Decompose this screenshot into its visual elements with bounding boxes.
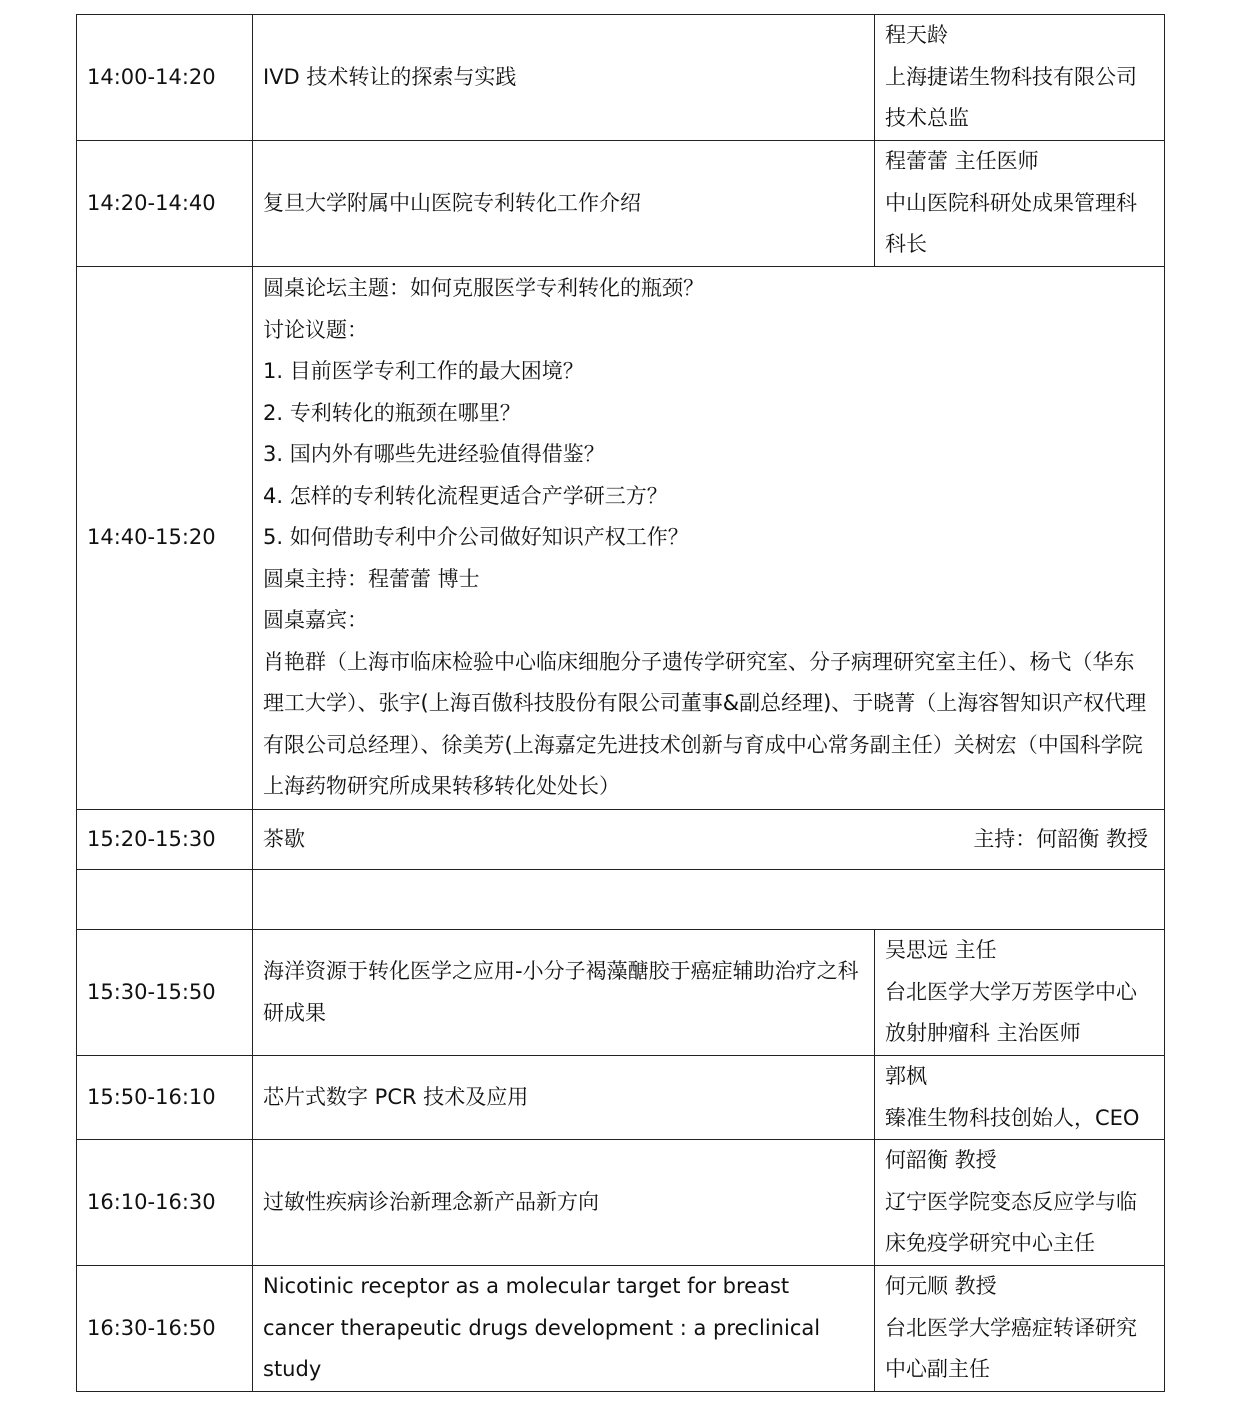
agenda-table bbox=[76, 14, 1165, 1392]
table-row bbox=[77, 930, 1165, 1056]
forum-title: 圆桌论坛主题：如何克服医学专利转化的瓶颈？ bbox=[263, 276, 704, 301]
forum-issue: 3. 国内外有哪些先进经验值得借鉴？ bbox=[263, 442, 605, 467]
speaker-cell bbox=[875, 1140, 1165, 1266]
speaker-cell bbox=[875, 1266, 1165, 1392]
speaker-name: 程蕾蕾 主任医师 bbox=[885, 149, 1039, 174]
speaker-title: 床免疫学研究中心主任 bbox=[885, 1231, 1095, 1256]
forum-guests-text: 肖艳群（上海市临床检验中心临床细胞分子遗传学研究室、分子病理研究室主任）、杨弋（华东理工大学）、张宇(上海百傲科技股份有限公司董事&副总经理)、于晓菁（上海容智知识产权代理有限公司总经理）、徐美芳(上海嘉定先进技术创新与育成中心常务副主任）关树宏（中国科学院上海药物研究所成果转移转化处处长） bbox=[263, 649, 1147, 799]
table-row bbox=[77, 1056, 1165, 1140]
table-row bbox=[77, 15, 1165, 141]
topic-cell: 芯片式数字 PCR 技术及应用 bbox=[253, 1056, 875, 1140]
speaker-title: 科长 bbox=[885, 232, 927, 257]
speaker-affiliation: 台北医学大学癌症转译研究 bbox=[885, 1315, 1137, 1340]
topic-cell: 复旦大学附属中山医院专利转化工作介绍 bbox=[253, 141, 875, 267]
time-cell: 16:10-16:30 bbox=[77, 1140, 253, 1266]
topic-cell: 过敏性疾病诊治新理念新产品新方向 bbox=[253, 1140, 875, 1266]
table-row-empty bbox=[77, 870, 1165, 930]
break-label: 茶歇 bbox=[263, 826, 305, 851]
time-cell: 15:50-16:10 bbox=[77, 1056, 253, 1140]
speaker-cell bbox=[875, 930, 1165, 1056]
speaker-name: 何韶衡 教授 bbox=[885, 1148, 997, 1173]
time-cell: 14:40-15:20 bbox=[77, 267, 253, 810]
speaker-affiliation: 辽宁医学院变态反应学与临 bbox=[885, 1189, 1137, 1214]
table-row-forum bbox=[77, 267, 1165, 810]
table-row-break bbox=[77, 810, 1165, 870]
forum-issue: 1. 目前医学专利工作的最大困境？ bbox=[263, 359, 584, 384]
table-row bbox=[77, 141, 1165, 267]
speaker-name: 吴思远 主任 bbox=[885, 938, 997, 963]
forum-guests-label: 圆桌嘉宾： bbox=[263, 608, 368, 633]
table-row bbox=[77, 1140, 1165, 1266]
topic-cell: IVD 技术转让的探索与实践 bbox=[253, 15, 875, 141]
forum-issue: 2. 专利转化的瓶颈在哪里？ bbox=[263, 400, 521, 425]
speaker-affiliation: 上海捷诺生物科技有限公司 bbox=[885, 64, 1137, 89]
empty-time-cell bbox=[77, 870, 253, 930]
speaker-title: 技术总监 bbox=[885, 106, 969, 131]
speaker-cell bbox=[875, 15, 1165, 141]
time-cell: 14:00-14:20 bbox=[77, 15, 253, 141]
speaker-title: 中心副主任 bbox=[885, 1357, 990, 1382]
table-row bbox=[77, 1266, 1165, 1392]
speaker-affiliation: 中山医院科研处成果管理科 bbox=[885, 190, 1137, 215]
forum-issue: 5. 如何借助专利中介公司做好知识产权工作？ bbox=[263, 525, 689, 550]
topic-cell: 海洋资源于转化医学之应用-小分子褐藻醣胶于癌症辅助治疗之科研成果 bbox=[253, 930, 875, 1056]
speaker-affiliation: 臻准生物科技创始人，CEO bbox=[885, 1105, 1140, 1130]
forum-host: 圆桌主持：程蕾蕾 博士 bbox=[263, 566, 480, 591]
forum-issues-label: 讨论议题： bbox=[263, 317, 368, 342]
speaker-affiliation: 台北医学大学万芳医学中心 bbox=[885, 979, 1137, 1004]
forum-issue: 4. 怎样的专利转化流程更适合产学研三方？ bbox=[263, 483, 668, 508]
speaker-name: 何元顺 教授 bbox=[885, 1274, 997, 1299]
time-cell: 15:30-15:50 bbox=[77, 930, 253, 1056]
speaker-name: 郭枫 bbox=[885, 1064, 927, 1088]
speaker-cell bbox=[875, 1056, 1165, 1140]
empty-cell bbox=[253, 870, 1165, 930]
time-cell: 16:30-16:50 bbox=[77, 1266, 253, 1392]
time-cell: 14:20-14:40 bbox=[77, 141, 253, 267]
speaker-title: 放射肿瘤科 主治医师 bbox=[885, 1021, 1081, 1046]
forum-cell bbox=[253, 267, 1165, 810]
time-cell: 15:20-15:30 bbox=[77, 810, 253, 870]
topic-cell: Nicotinic receptor as a molecular target for breast cancer therapeutic drugs development : a preclinical study bbox=[253, 1266, 875, 1392]
break-cell bbox=[253, 810, 1165, 870]
speaker-cell bbox=[875, 141, 1165, 267]
break-host: 主持：何韶衡 教授 bbox=[973, 826, 1148, 851]
speaker-name: 程天龄 bbox=[885, 23, 948, 48]
